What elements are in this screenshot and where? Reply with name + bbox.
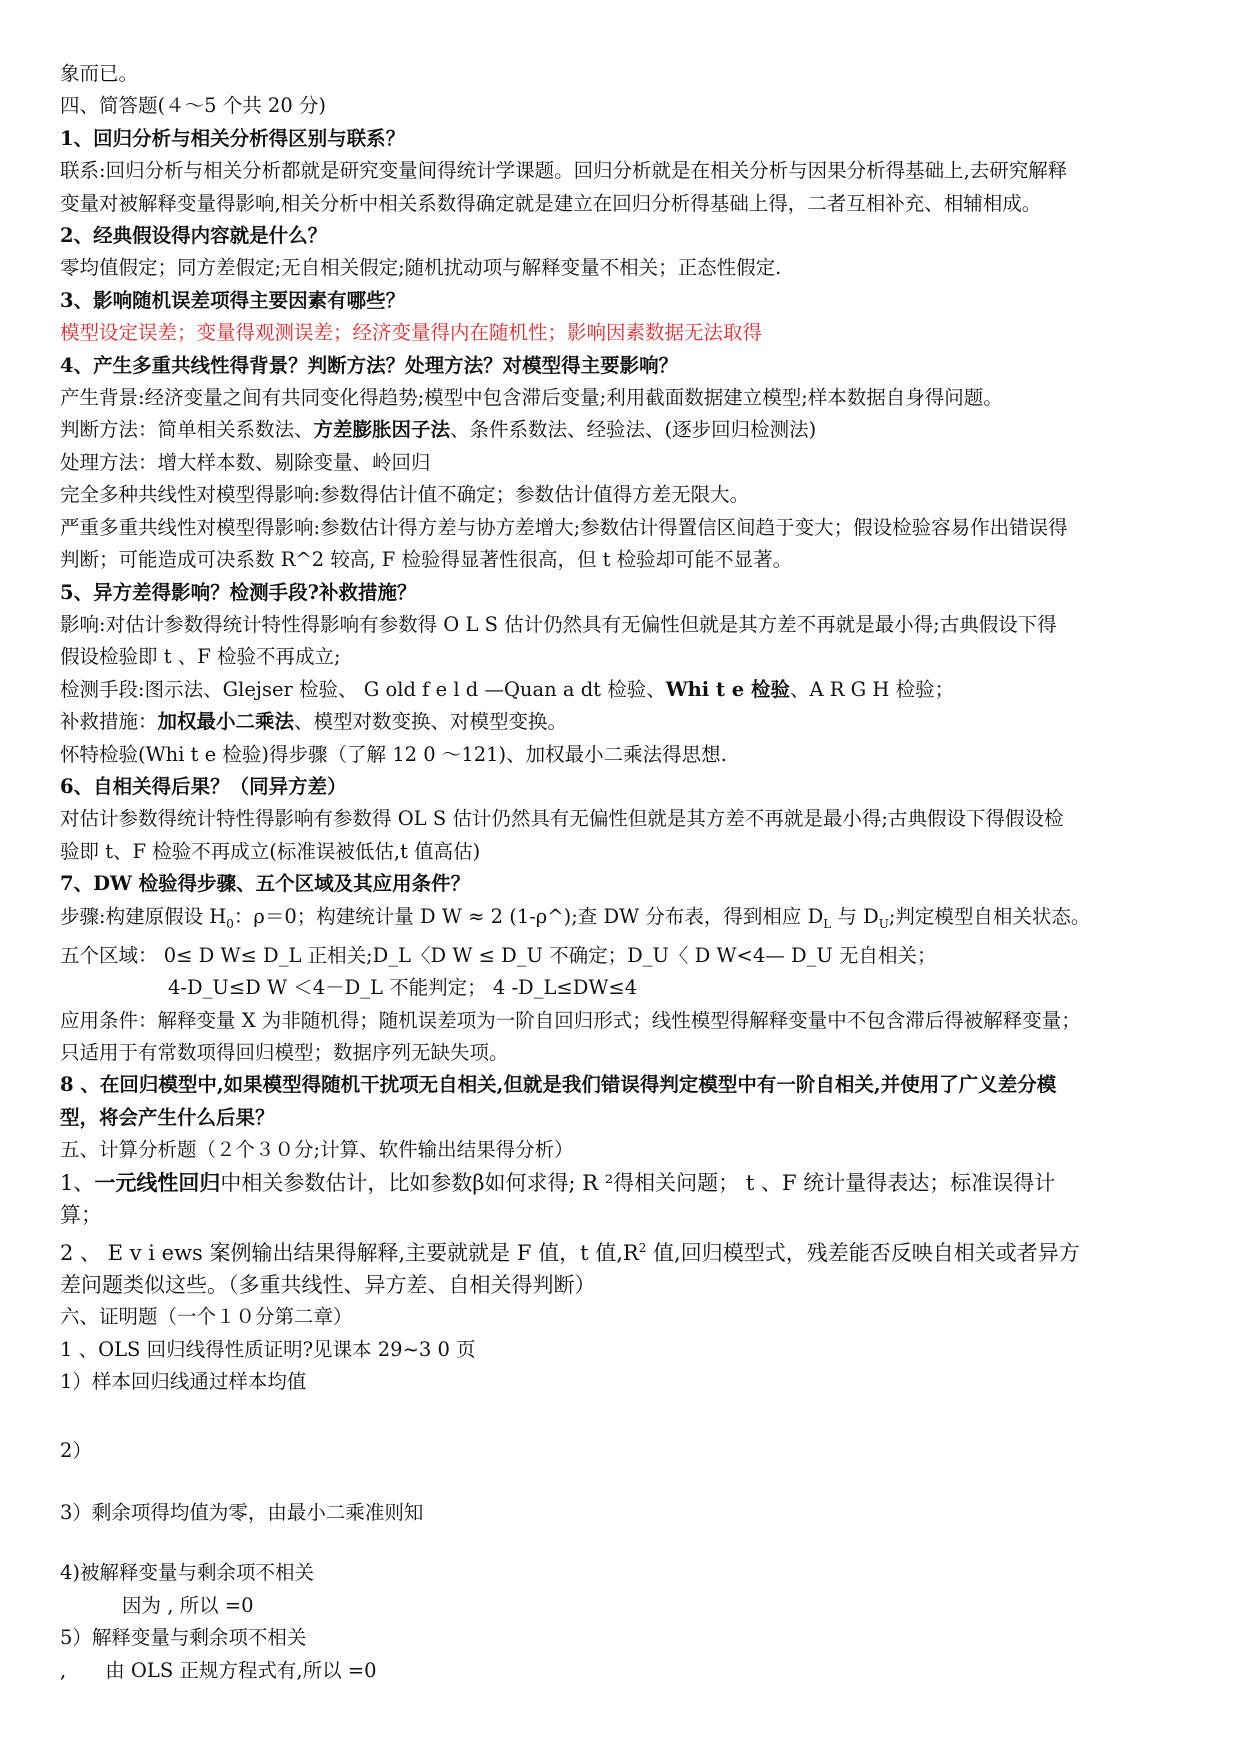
text-line: 应用条件：解释变量 X 为非随机得；随机误差项为一阶自回归形式；线性模型得解释变量中不包含滞后得被解释变量； bbox=[60, 1008, 1081, 1032]
section-heading: 四、简答题(４～5 个共 20 分) bbox=[60, 94, 327, 118]
text-line: , 由 OLS 正规方程式有,所以 =0 bbox=[60, 1658, 377, 1682]
judge-c: 、条件系数法、经验法、(逐步回归检测法) bbox=[450, 418, 817, 442]
question-heading: 型，将会产生什么后果？ bbox=[60, 1105, 275, 1129]
calc2-a: 2 、 E v i ews 案例输出结果得解释,主要就就是 F 值，t 值,R bbox=[60, 1240, 639, 1265]
question-heading bbox=[60, 577, 1190, 609]
text-line: 零均值假定；同方差假定;无自相关假定;随机扰动项与解释变量不相关；正态性假定. bbox=[60, 256, 782, 280]
detect-a: 检测手段:图示法、Glejser 检验、 G old f e l d —Quan a dt 检验、 bbox=[60, 677, 666, 701]
highlighted-answer: 模型设定误差；变量得观测误差；经济变量得内在随机性；影响因素数据无法取得 bbox=[60, 321, 763, 345]
text-line: 完全多种共线性对模型得影响:参数得估计值不确定；参数估计值得方差无限大。 bbox=[60, 483, 750, 507]
question-heading: 8 、在回归模型中,如果模型得随机干扰项无自相关,但就是我们错误得判定模型中有一阶自相关,并使用了广义差分模 bbox=[60, 1073, 1057, 1097]
text-line bbox=[60, 674, 1190, 706]
text-line: 因为 , 所以 =0 bbox=[122, 1593, 254, 1617]
text-line bbox=[60, 1232, 1190, 1269]
text-line: 算； bbox=[60, 1203, 102, 1228]
text-line: 象而已。 bbox=[60, 62, 139, 85]
text-line: 3）剩余项得均值为零，由最小二乘准则知 bbox=[60, 1500, 424, 1524]
text-line: 影响:对估计参数得统计特性得影响有参数得 O L S 估计仍然具有无偏性但就是其方差不再就是最小得;古典假设下得 bbox=[60, 612, 1057, 636]
dw-steps-b: ：ρ＝0；构建统计量 D W ≈ 2 (1-ρ^);查 DW 分布表，得到相应 D bbox=[233, 904, 824, 928]
text-line: 1 、OLS 回归线得性质证明?见课本 29~3 0 页 bbox=[60, 1337, 476, 1361]
question-heading: 1、回归分析与相关分析得区别与联系？ bbox=[60, 126, 406, 150]
dw-steps-d: ;判定模型自相关状态。 bbox=[888, 904, 1091, 928]
calc2-b: 值,回归模型式，残差能否反映自相关或者异方 bbox=[646, 1240, 1080, 1265]
question-heading bbox=[60, 350, 1190, 382]
question-heading: 2、经典假设得内容就是什么？ bbox=[60, 224, 328, 248]
text-line: 验即 t、F 检验不再成立(标准误被低估,t 值高估) bbox=[60, 839, 481, 863]
question-heading: 7、DW 检验得步骤、五个区域及其应用条件？ bbox=[60, 872, 471, 896]
text-line: 处理方法：增大样本数、剔除变量、岭回归 bbox=[60, 450, 431, 474]
text-line: 4)被解释变量与剩余项不相关 bbox=[60, 1561, 315, 1585]
text-line: 联系:回归分析与相关分析都就是研究变量间得统计学课题。回归分析就是在相关分析与因果分析得基础上,去研究解释 bbox=[60, 159, 1068, 183]
text-line bbox=[60, 706, 1190, 738]
q5-part-b: 检测手段?补救措施？ bbox=[229, 580, 417, 604]
text-line: 5）解释变量与剩余项不相关 bbox=[60, 1626, 307, 1650]
section-heading: 五、计算分析题（２个３０分;计算、软件输出结果得分析） bbox=[60, 1138, 574, 1162]
text-line bbox=[60, 901, 1190, 940]
text-line: 怀特检验(Whi t e 检验)得步骤（了解 12 0 ～121)、加权最小二乘法得思想. bbox=[60, 742, 727, 766]
section-heading: 六、证明题（一个１０分第二章） bbox=[60, 1305, 353, 1329]
text-line: 2） bbox=[60, 1438, 92, 1462]
subscript: U bbox=[878, 916, 889, 931]
question-heading: 3、影响随机误差项得主要因素有哪些？ bbox=[60, 288, 406, 312]
text-line bbox=[60, 1167, 1190, 1199]
q4-part-b: 判断方法？处理方法？对模型得主要影响？ bbox=[307, 353, 679, 377]
superscript: 2 bbox=[638, 1240, 647, 1255]
dw-steps-a: 步骤:构建原假设 H bbox=[60, 904, 227, 928]
calc1-b: 一元线性回归 bbox=[94, 1169, 221, 1195]
document-page bbox=[60, 58, 1190, 1687]
text-line: 差问题类似这些。（多重共线性、异方差、自相关得判断） bbox=[60, 1272, 596, 1297]
subscript: L bbox=[823, 916, 832, 931]
q5-part-a: 5、异方差得影响？ bbox=[60, 580, 230, 604]
text-line: 五个区域： 0≤ D W≤ D_L 正相关;D_L〈D W ≤ D_U 不确定；D_U〈 D W<4— D_U 无自相关； bbox=[60, 943, 937, 967]
text-line: 1）样本回归线通过样本均值 bbox=[60, 1370, 307, 1394]
text-line: 严重多重共线性对模型得影响:参数估计得方差与协方差增大;参数估计得置信区间趋于变大；假设检验容易作出错误得 bbox=[60, 515, 1068, 539]
dw-steps-c: 与 D bbox=[831, 904, 879, 928]
remedy-c: 、模型对数变换、对模型变换。 bbox=[294, 710, 568, 734]
text-line: 产生背景:经济变量之间有共同变化得趋势;模型中包含滞后变量;利用截面数据建立模型;样本数据自身得问题。 bbox=[60, 386, 1003, 410]
detect-b: Whi t e 检验 bbox=[665, 677, 790, 701]
subscript: 0 bbox=[226, 916, 234, 931]
q4-part-a: 4、产生多重共线性得背景？ bbox=[60, 353, 308, 377]
text-line: 假设检验即 t 、F 检验不再成立; bbox=[60, 645, 341, 669]
text-line bbox=[60, 414, 1190, 446]
text-line: 只适用于有常数项得回归模型；数据序列无缺失项。 bbox=[60, 1041, 509, 1065]
question-heading: 6、自相关得后果？（同异方差） bbox=[60, 774, 347, 798]
remedy-a: 补救措施： bbox=[60, 710, 158, 734]
detect-c: 、A R G H 检验； bbox=[789, 677, 955, 701]
remedy-b: 加权最小二乘法 bbox=[157, 710, 295, 734]
text-line: 判断；可能造成可决系数 R^2 较高, F 检验得显著性很高，但 t 检验却可能不显著。 bbox=[60, 548, 793, 572]
text-line: 变量对被解释变量得影响,相关分析中相关系数得确定就是建立在回归分析得基础上得，二者互相补充、相辅相成。 bbox=[60, 191, 1042, 215]
text-line: 对估计参数得统计特性得影响有参数得 OL S 估计仍然具有无偏性但就是其方差不再就是最小得;古典假设下得假设检 bbox=[60, 807, 1064, 831]
judge-a: 判断方法：简单相关系数法、 bbox=[60, 418, 314, 442]
judge-b: 方差膨胀因子法 bbox=[313, 418, 451, 442]
calc1-c: 中相关参数估计，比如参数β如何求得; R ²得相关问题； t 、F 统计量得表达；标准误得计 bbox=[220, 1170, 1056, 1195]
calc1-a: 1、 bbox=[60, 1170, 95, 1195]
text-line: 4-D_U≤D W ＜4－D_L 不能判定； 4 -D_L≤DW≤4 bbox=[168, 976, 638, 1000]
